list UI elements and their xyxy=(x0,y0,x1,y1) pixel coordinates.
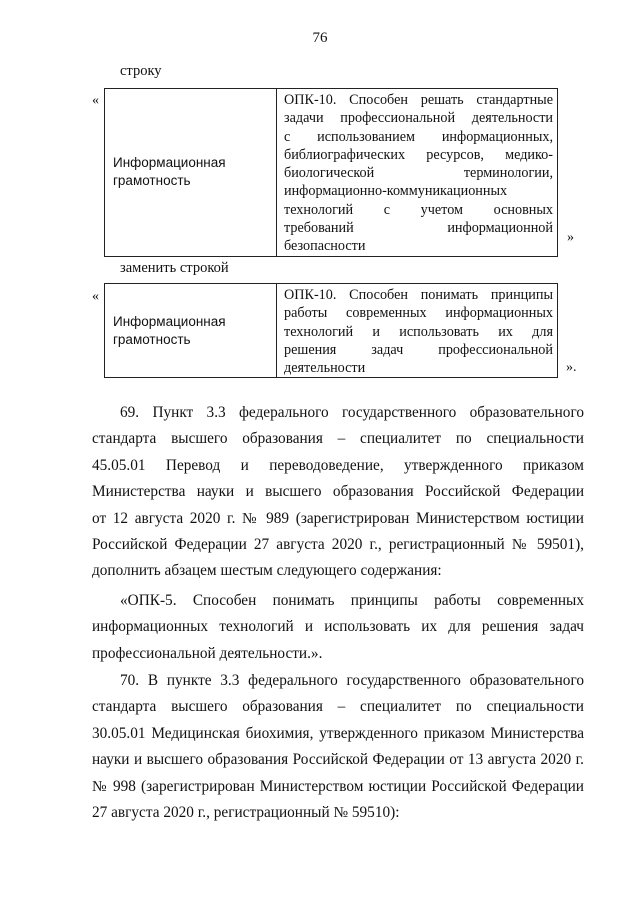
description-line: информационно-коммуникационных xyxy=(284,183,508,200)
paragraph-line: № 998 (зарегистрирован Министерством юстиции Российской Федерации xyxy=(92,777,584,795)
description-line: ОПК-10. Способен понимать принципы xyxy=(284,287,553,303)
quoted-competency-paragraph xyxy=(92,588,584,667)
paragraph-line: «ОПК-5. Способен понимать принципы работы современных xyxy=(120,592,584,609)
description-line: с использованием информационных, xyxy=(284,128,553,145)
description-line: решения задач профессиональной xyxy=(284,341,553,358)
description-line: ОПК-10. Способен решать стандартные xyxy=(284,92,553,108)
paragraph-line: профессиональной деятельности.». xyxy=(92,644,323,662)
paragraph-69 xyxy=(92,400,584,585)
competency-description-cell xyxy=(277,89,558,257)
competency-table-old xyxy=(104,88,558,257)
description-line: безопасности xyxy=(284,238,366,255)
competency-category-cell xyxy=(105,284,277,378)
paragraph-line: дополнить абзацем шестым следующего содержания: xyxy=(92,562,442,580)
closing-quote: » xyxy=(567,230,574,245)
opening-quote: « xyxy=(92,93,99,108)
closing-quote: ». xyxy=(566,360,577,375)
competency-category-label: Информационная грамотность xyxy=(113,313,226,347)
paragraph-line: 45.05.01 Перевод и переводоведение, утвержденного приказом xyxy=(92,456,584,474)
paragraph-line: 30.05.01 Медицинская биохимия, утвержденного приказом Министерства xyxy=(92,724,584,742)
table-row xyxy=(105,284,558,378)
paragraph-line: Министерства науки и высшего образования Российской Федерации xyxy=(92,483,584,501)
description-line: требований информационной xyxy=(284,220,553,237)
paragraph-70 xyxy=(92,668,584,826)
description-line: технологий с учетом основных xyxy=(284,201,553,218)
paragraph-line: Российской Федерации 27 августа 2020 г., регистрационный № 59501), xyxy=(92,535,584,553)
paragraph-line: стандарта высшего образования – специалитет по специальности xyxy=(92,698,584,716)
description-line: биологической терминологии, xyxy=(284,165,553,182)
competency-description-cell xyxy=(277,284,558,378)
competency-category-cell xyxy=(105,89,277,257)
paragraph-line: 69. Пункт 3.3 федерального государственного образовательного xyxy=(120,404,584,421)
competency-category-label: Информационная грамотность xyxy=(113,155,226,189)
opening-quote: « xyxy=(92,289,99,304)
paragraph-line: 70. В пункте 3.3 федерального государственного образовательного xyxy=(120,672,584,689)
paragraph-line: от 12 августа 2020 г. № 989 (зарегистрирован Министерством юстиции xyxy=(92,509,584,527)
paragraph-line: 27 августа 2020 г., регистрационный № 59510): xyxy=(92,803,400,821)
page-number: 76 xyxy=(312,30,328,46)
paragraph-line: науки и высшего образования Российской Федерации от 13 августа 2020 г. xyxy=(92,751,584,769)
description-line: деятельности xyxy=(284,360,366,377)
description-line: задачи профессиональной деятельности xyxy=(284,110,553,127)
intro-text-line: строку xyxy=(120,63,162,79)
table-row xyxy=(105,89,558,257)
competency-table-new xyxy=(104,283,558,378)
replace-text-line: заменить строкой xyxy=(120,260,229,276)
paragraph-line: информационных технологий и использовать их для решения задач xyxy=(92,618,584,636)
description-line: работы современных информационных xyxy=(284,305,553,322)
description-line: технологий и использовать их для xyxy=(284,323,553,340)
description-line: библиографических ресурсов, медико- xyxy=(284,146,553,163)
paragraph-line: стандарта высшего образования – специалитет по специальности xyxy=(92,430,584,448)
